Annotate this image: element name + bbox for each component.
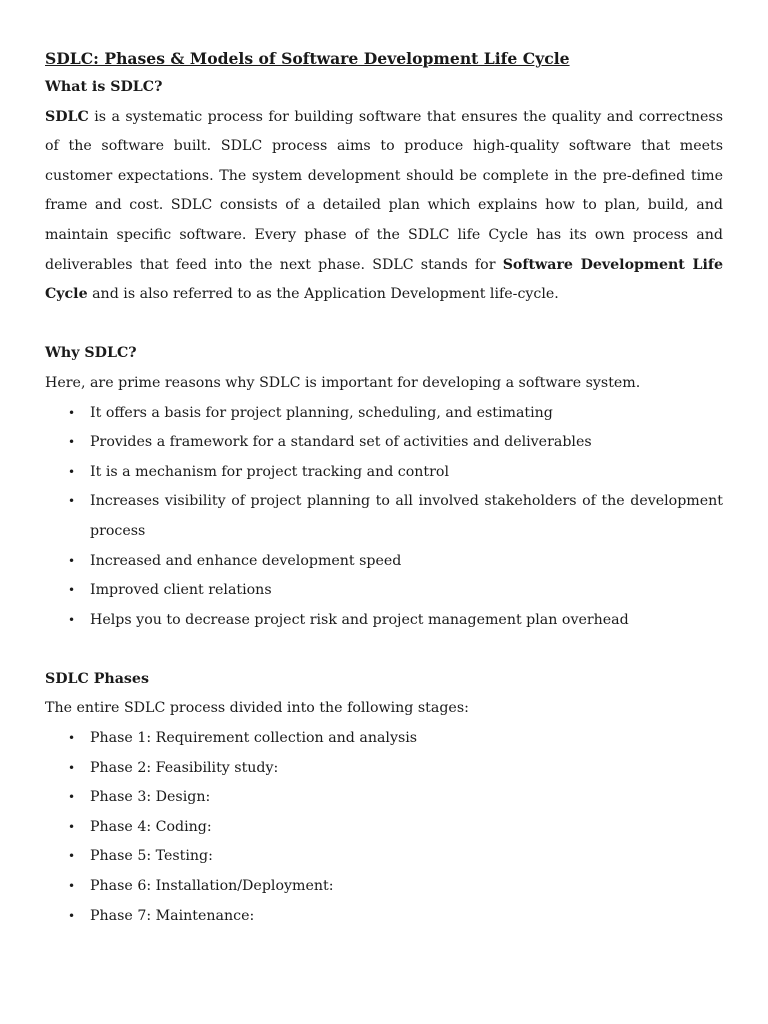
bullet-icon: •	[68, 612, 76, 627]
paragraph-why-intro: Here, are prime reasons why SDLC is important for developing a software system.	[45, 374, 641, 391]
bullet-icon: •	[68, 464, 76, 479]
list-item: • Improved client relations	[45, 576, 723, 606]
document-title: SDLC: Phases & Models of Software Development Life Cycle	[45, 49, 570, 68]
bullet-icon: •	[68, 879, 76, 894]
list-item: • Provides a framework for a standard set of activities and deliverables	[45, 428, 723, 458]
bold-sdlc-full-form: Software Development Life Cycle	[45, 256, 723, 303]
bold-sdlc: SDLC	[45, 108, 89, 125]
spacer	[45, 635, 723, 665]
bullet-icon: •	[68, 435, 76, 450]
list-item: • Increases visibility of project planning to all involved stakeholders of the development process	[45, 487, 723, 546]
list-item: • It is a mechanism for project tracking and control	[45, 458, 723, 488]
list-item: • Phase 2: Feasibility study:	[45, 754, 723, 784]
list-item: • Phase 5: Testing:	[45, 842, 723, 872]
list-item: • Phase 4: Coding:	[45, 813, 723, 843]
list-item: • Phase 3: Design:	[45, 783, 723, 813]
list-item: • Increased and enhance development speed	[45, 547, 723, 577]
bullet-icon: •	[68, 908, 76, 923]
list-item: • Helps you to decrease project risk and project management plan overhead	[45, 606, 723, 636]
bullet-icon: •	[68, 494, 76, 509]
list-item: • Phase 1: Requirement collection and analysis	[45, 724, 723, 754]
list-item: • Phase 6: Installation/Deployment:	[45, 872, 723, 902]
heading-what-is-sdlc: What is SDLC?	[45, 79, 163, 95]
bullet-icon: •	[68, 849, 76, 864]
paragraph-text-1: is a systematic process for building software that ensures the quality and correctness of the software built. SDLC process aims to produce high-quality software that meets customer expectations. The system development should be complete in the pre-defined time frame and cost. SDLC consists of a detailed plan which explains how to plan, build, and maintain specific software. Every phase of the SDLC life Cycle has its own process and deliverables that feed into the next phase. SDLC stands for	[45, 108, 723, 273]
why-sdlc-list	[45, 399, 723, 636]
paragraph-phases-intro: The entire SDLC process divided into the following stages:	[45, 700, 469, 717]
bullet-icon: •	[68, 731, 76, 746]
bullet-icon: •	[68, 790, 76, 805]
heading-why-sdlc: Why SDLC?	[45, 345, 137, 362]
bullet-icon: •	[68, 405, 76, 420]
paragraph-what-is-sdlc	[45, 103, 723, 310]
heading-sdlc-phases: SDLC Phases	[45, 670, 149, 687]
bullet-icon: •	[68, 553, 76, 568]
bullet-icon: •	[68, 583, 76, 598]
list-item: • It offers a basis for project planning, scheduling, and estimating	[45, 399, 723, 429]
bullet-icon: •	[68, 760, 76, 775]
paragraph-text-2: and is also referred to as the Application Development life-cycle.	[87, 286, 559, 303]
document-page	[45, 44, 723, 931]
sdlc-phases-list	[45, 724, 723, 931]
list-item: • Phase 7: Maintenance:	[45, 902, 723, 932]
spacer	[45, 310, 723, 340]
bullet-icon: •	[68, 819, 76, 834]
